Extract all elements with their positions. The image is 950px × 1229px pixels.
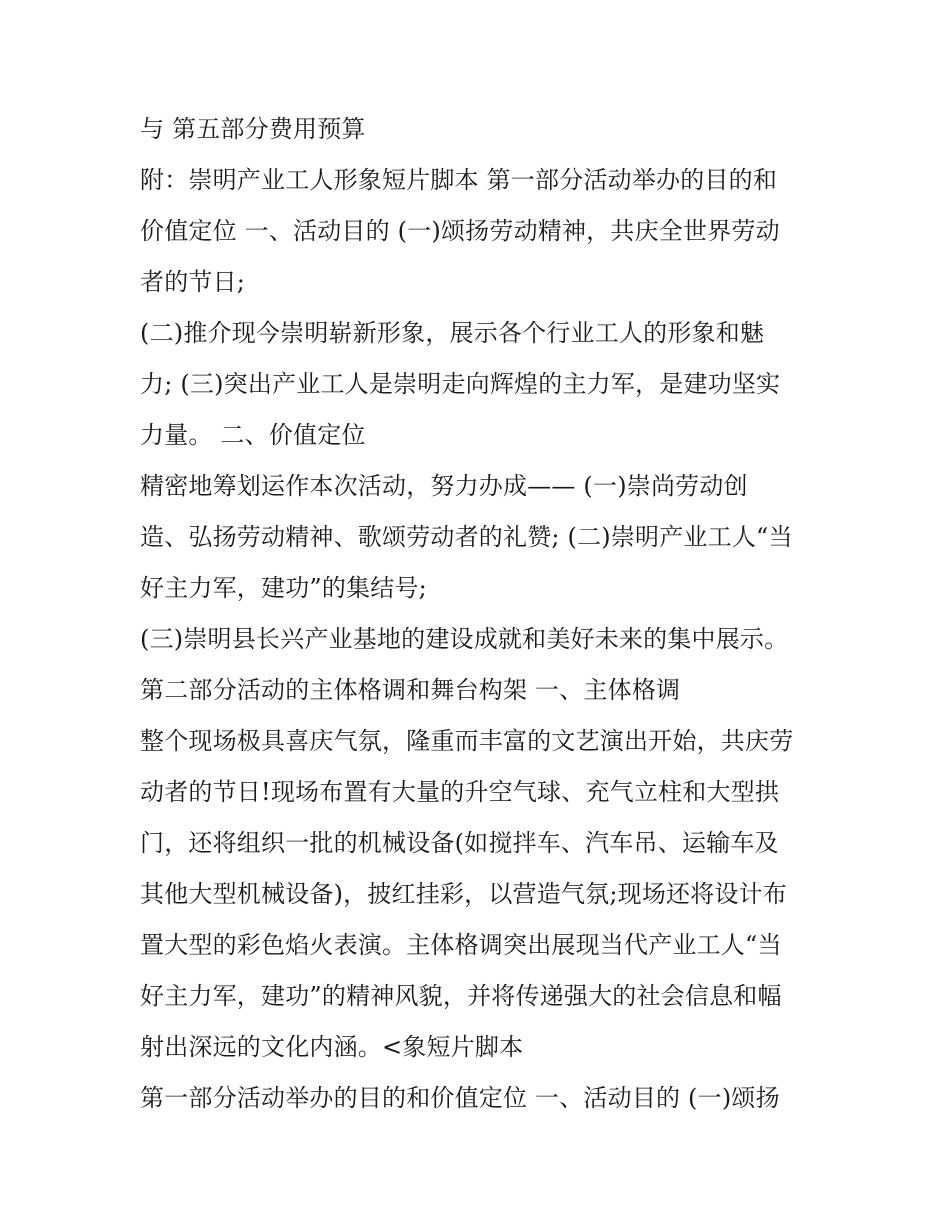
text-line: 好主力军，建功”的精神风貌，并将传递强大的社会信息和幅	[140, 982, 782, 1010]
text-line: 整个现场极具喜庆气氛，隆重而丰富的文艺演出开始，共庆劳	[140, 727, 794, 755]
text-line: (二)推介现今崇明崭新形象，展示各个行业工人的形象和魅	[140, 319, 765, 347]
text-line: 第二部分活动的主体格调和舞台构架 一、主体格调	[140, 676, 681, 704]
text-line: 造、弘扬劳动精神、歌颂劳动者的礼赞; (二)崇明产业工人“当	[140, 523, 793, 551]
text-line: 者的节日;	[140, 268, 246, 296]
document-body	[140, 108, 830, 1128]
text-line: 力量。 二、价值定位	[140, 421, 366, 449]
text-line: 第一部分活动举办的目的和价值定位 一、活动目的 (一)颂扬	[140, 1084, 780, 1112]
text-line: 射出深远的文化内涵。<象短片脚本	[140, 1033, 524, 1061]
text-line: 价值定位 一、活动目的 (一)颂扬劳动精神，共庆全世界劳动	[140, 217, 780, 245]
text-line: 附：崇明产业工人形象短片脚本 第一部分活动举办的目的和	[140, 166, 778, 194]
text-line: 与 第五部分费用预算	[140, 115, 366, 143]
text-line: 其他大型机械设备)，披红挂彩，以营造气氛;现场还将设计布	[140, 880, 788, 908]
text-line: (三)崇明县长兴产业基地的建设成就和美好未来的集中展示。	[140, 625, 789, 653]
text-line: 好主力军，建功”的集结号;	[140, 574, 427, 602]
text-line: 动者的节日!现场布置有大量的升空气球、充气立柱和大型拱	[140, 778, 780, 806]
text-line: 门，还将组织一批的机械设备(如搅拌车、汽车吊、运输车及	[140, 829, 779, 857]
text-line: 精密地筹划运作本次活动，努力办成—— (一)崇尚劳动创	[140, 472, 748, 500]
text-line: 力; (三)突出产业工人是崇明走向辉煌的主力军，是建功坚实	[140, 370, 781, 398]
text-line: 置大型的彩色焰火表演。主体格调突出展现当代产业工人“当	[140, 931, 782, 959]
